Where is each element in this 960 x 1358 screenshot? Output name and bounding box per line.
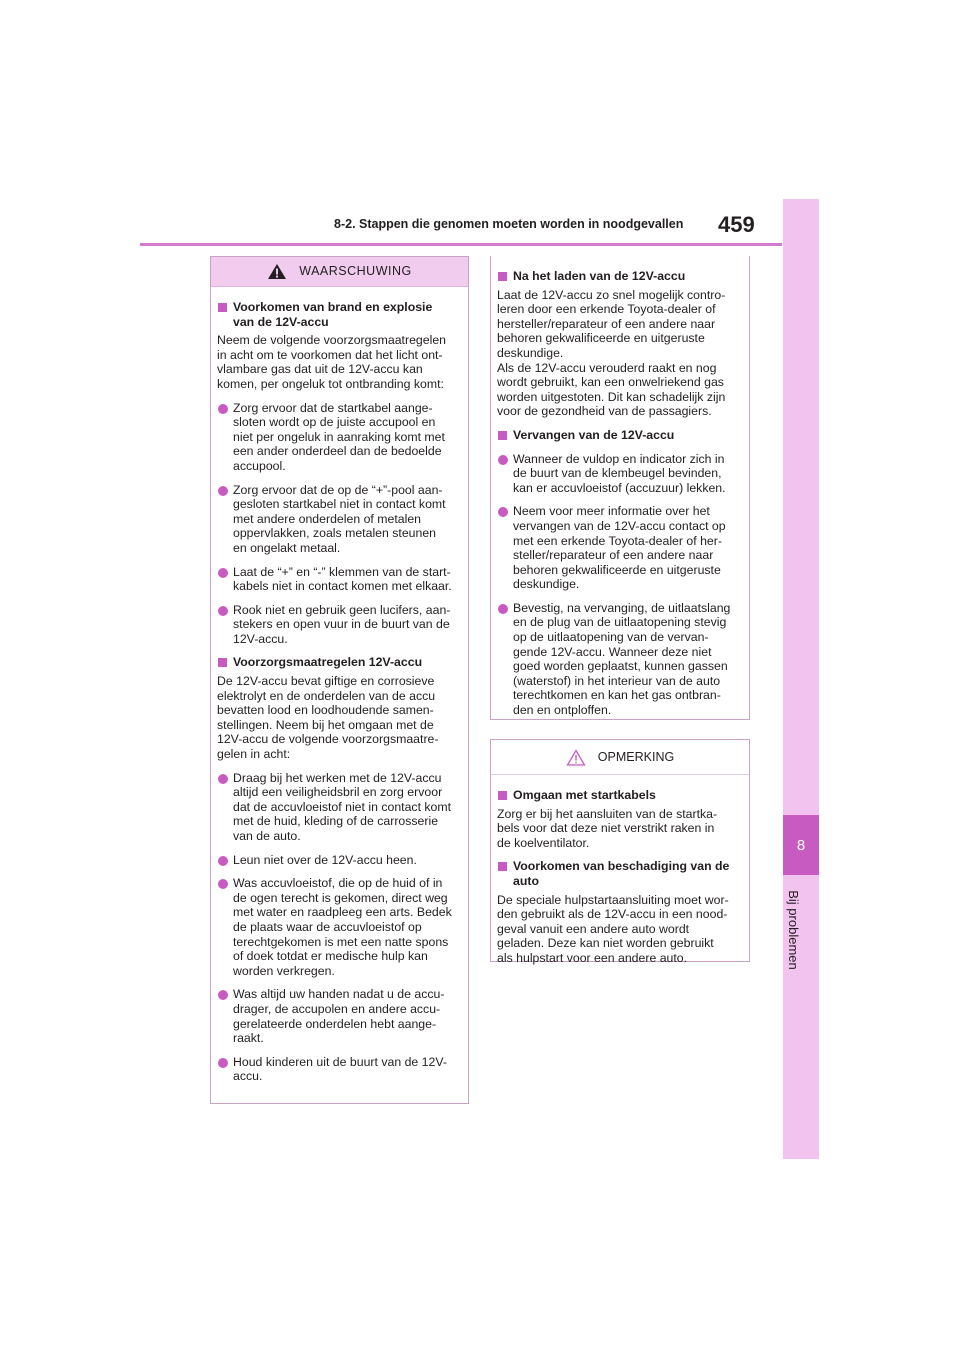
text-line: en de plug van de uitlaatopening stevig (513, 615, 727, 630)
text-line: vervangen van de 12V-accu contact op (513, 518, 726, 533)
bullet-item (217, 565, 460, 594)
text-line: de ogen terecht is gekomen, direct weg (233, 890, 448, 905)
text-line: Vervangen van de 12V-accu (513, 427, 675, 442)
text-line: de buurt van de klembeugel bevinden, (513, 466, 722, 481)
text-line: gelen in acht: (217, 747, 291, 762)
text-line: met een erkende Toyota-dealer of her- (513, 533, 722, 548)
text-line: bels voor dat deze niet verstrikt raken in (497, 821, 715, 836)
text-line: 12V-accu. (233, 631, 288, 646)
text-line: Omgaan met startkabels (513, 788, 656, 802)
text-line: Was altijd uw handen nadat u de accu- (233, 987, 445, 1002)
caution-triangle-icon (566, 749, 586, 766)
bullet-item (217, 401, 460, 474)
text-line: Als de 12V-accu verouderd raakt en nog (497, 360, 717, 375)
text-line: met andere onderdelen of metalen (233, 511, 421, 526)
text-line: behoren gekwalificeerde en uitgeruste (497, 331, 705, 346)
text-line: de plaats waar de accuvloeistof op (233, 919, 422, 934)
text-line: voor de gezondheid van de passagiers. (497, 404, 712, 419)
warning-box (210, 256, 469, 1104)
bullet-item (217, 1055, 460, 1084)
section-paragraph (217, 674, 460, 762)
text-line: accu. (233, 1069, 263, 1084)
text-line: niet per ongeluk in aanraking komt met (233, 429, 445, 444)
text-line: 12V-accu de volgende voorzorgsmaatre- (217, 732, 439, 747)
text-line: dat de accuvloeistof niet in contact komt (233, 799, 452, 814)
text-line: stellingen. Neem bij het omgaan met de (217, 717, 434, 732)
section-paragraph (497, 893, 741, 966)
page-number: 459 (718, 212, 755, 237)
text-line: Voorkomen van brand en explosie (233, 300, 433, 314)
section-title: 8-2. Stappen die genomen moeten worden in noodgevallen (334, 217, 684, 231)
notice-content (491, 775, 749, 974)
chapter-number-tab: 8 (783, 815, 819, 875)
text-line: van de 12V-accu (233, 314, 329, 329)
text-line: deskundige. (497, 345, 564, 360)
text-line: vlambare gas dat uit de 12V-accu kan (217, 362, 423, 377)
bullet-item (217, 876, 460, 978)
text-line: op de uitlaatopening van de vervan- (513, 630, 709, 645)
notice-box (490, 739, 750, 965)
chapter-label: Bij problemen (786, 890, 801, 970)
section-paragraph (497, 288, 741, 419)
text-line: met water en raadpleeg een arts. Bedek (233, 905, 452, 920)
section-heading (497, 859, 741, 888)
text-line: Neem de volgende voorzorgsmaatregelen (217, 333, 446, 348)
section-paragraph (217, 333, 460, 391)
notice-title: OPMERKING (597, 749, 675, 764)
text-line: hersteller/reparateur of een andere naar (497, 316, 716, 331)
warning-continued-box (490, 256, 750, 720)
text-line: kabels niet in contact komen met elkaar. (233, 579, 452, 594)
text-line: en ongelakt metaal. (233, 540, 341, 555)
text-line: bevatten lood en loodhoudende samen- (217, 703, 434, 718)
text-line: worden verkregen. (233, 963, 335, 978)
text-line: in acht om te voorkomen dat het licht ont- (217, 347, 443, 362)
section-heading (497, 269, 741, 284)
bullet-item (497, 504, 741, 592)
text-line: een ander onderdeel dan de bedoelde (233, 444, 442, 459)
text-line: worden uitgestoten. Dit kan schadelijk zijn (497, 389, 726, 404)
warning-content (211, 287, 468, 1092)
text-line: den en ontploffen. (513, 703, 612, 718)
warning-triangle-icon (267, 263, 287, 280)
text-line: geladen. Deze kan niet worden gebruikt (497, 936, 714, 951)
text-line: Was accuvloeistof, die op de huid of in (233, 876, 443, 891)
text-line: Laat de 12V-accu zo snel mogelijk contro- (497, 287, 726, 302)
text-line: Voorzorgsmaatregelen 12V-accu (233, 655, 423, 670)
text-line: Bevestig, na vervanging, de uitlaatslang (513, 600, 731, 615)
text-line: Leun niet over de 12V-accu heen. (233, 852, 417, 867)
warning-title: WAARSCHUWING (299, 264, 412, 279)
text-line: als hulpstart voor een andere auto. (497, 950, 688, 965)
text-line: Draag bij het werken met de 12V-accu (233, 770, 442, 785)
text-line: (waterstof) in het interieur van de auto (513, 673, 721, 688)
text-line: Na het laden van de 12V-accu (513, 269, 686, 283)
text-line: den gebruikt als de 12V-accu in een nood- (497, 907, 728, 922)
warning-continued-content (491, 256, 749, 726)
text-line: elektrolyt en de onderdelen van de accu (217, 688, 436, 703)
text-line: Zorg er bij het aansluiten van de startka- (497, 806, 718, 821)
bullet-item (217, 603, 460, 647)
text-line: geval vanuit een andere auto wordt (497, 921, 690, 936)
text-line: of doek totdat er medische hulp kan (233, 949, 428, 964)
bullet-item (497, 601, 741, 718)
text-line: met de huid, kleding of de carrosserie (233, 814, 439, 829)
text-line: Laat de “+” en “-” klemmen van de start- (233, 564, 451, 579)
notice-header (491, 740, 749, 775)
text-line: auto (513, 873, 539, 888)
chapter-side-tab (783, 199, 819, 1159)
text-line: Neem voor meer informatie over het (513, 504, 710, 519)
text-line: oppervlakken, zoals metalen steunen (233, 526, 437, 541)
text-line: steller/reparateur of een andere naar (513, 548, 714, 563)
text-line: terechtgekomen is met een natte spons (233, 934, 449, 949)
text-line: Rook niet en gebruik geen lucifers, aan- (233, 602, 451, 617)
text-line: Zorg ervoor dat de startkabel aange- (233, 400, 433, 415)
text-line: van de auto. (233, 829, 301, 843)
text-line: De speciale hulpstartaansluiting moet wor- (497, 892, 729, 907)
text-line: Zorg ervoor dat de op de “+”-pool aan- (233, 482, 443, 497)
warning-header (211, 257, 468, 287)
text-line: Houd kinderen uit de buurt van de 12V- (233, 1054, 447, 1069)
header-rule (140, 243, 782, 246)
text-line: goed worden geplaatst, kunnen gassen (513, 659, 728, 674)
bullet-item (217, 483, 460, 556)
text-line: Wanneer de vuldop en indicator zich in (513, 451, 725, 466)
text-line: behoren gekwalificeerde en uitgeruste (513, 562, 721, 577)
text-line: raakt. (233, 1031, 264, 1046)
text-line: leren door een erkende Toyota-dealer of (497, 302, 716, 317)
text-line: drager, de accupolen en andere accu- (233, 1001, 441, 1016)
text-line: sloten wordt op de juiste accupool en (233, 415, 436, 430)
text-line: Voorkomen van beschadiging van de (513, 859, 730, 874)
section-heading (217, 655, 460, 670)
bullet-item (217, 853, 460, 868)
text-line: komen, per ongeluk tot ontbranding komt: (217, 376, 444, 391)
text-line: stekers en open vuur in de buurt van de (233, 617, 450, 632)
text-line: terechtkomen en kan het gas ontbran- (513, 688, 721, 703)
text-line: deskundige. (513, 577, 580, 592)
text-line: gerelateerde onderdelen hebt aange- (233, 1016, 437, 1031)
section-heading (217, 300, 460, 329)
text-line: de koelventilator. (497, 835, 590, 850)
text-line: accupool. (233, 458, 286, 473)
text-line: wordt gebruikt, kan een onwelriekend gas (497, 375, 724, 390)
text-line: gesloten startkabel niet in contact komt (233, 497, 446, 512)
section-paragraph (497, 807, 741, 851)
section-heading (497, 428, 741, 443)
text-line: De 12V-accu bevat giftige en corrosieve (217, 674, 435, 689)
section-heading (497, 788, 741, 803)
bullet-item (217, 771, 460, 844)
bullet-item (217, 987, 460, 1045)
text-line: kan er accuvloeistof (accuzuur) lekken. (513, 480, 726, 495)
text-line: gende 12V-accu. Wanneer deze niet (513, 644, 712, 659)
bullet-item (497, 452, 741, 496)
text-line: altijd een veiligheidsbril en zorg ervoor (233, 785, 443, 800)
